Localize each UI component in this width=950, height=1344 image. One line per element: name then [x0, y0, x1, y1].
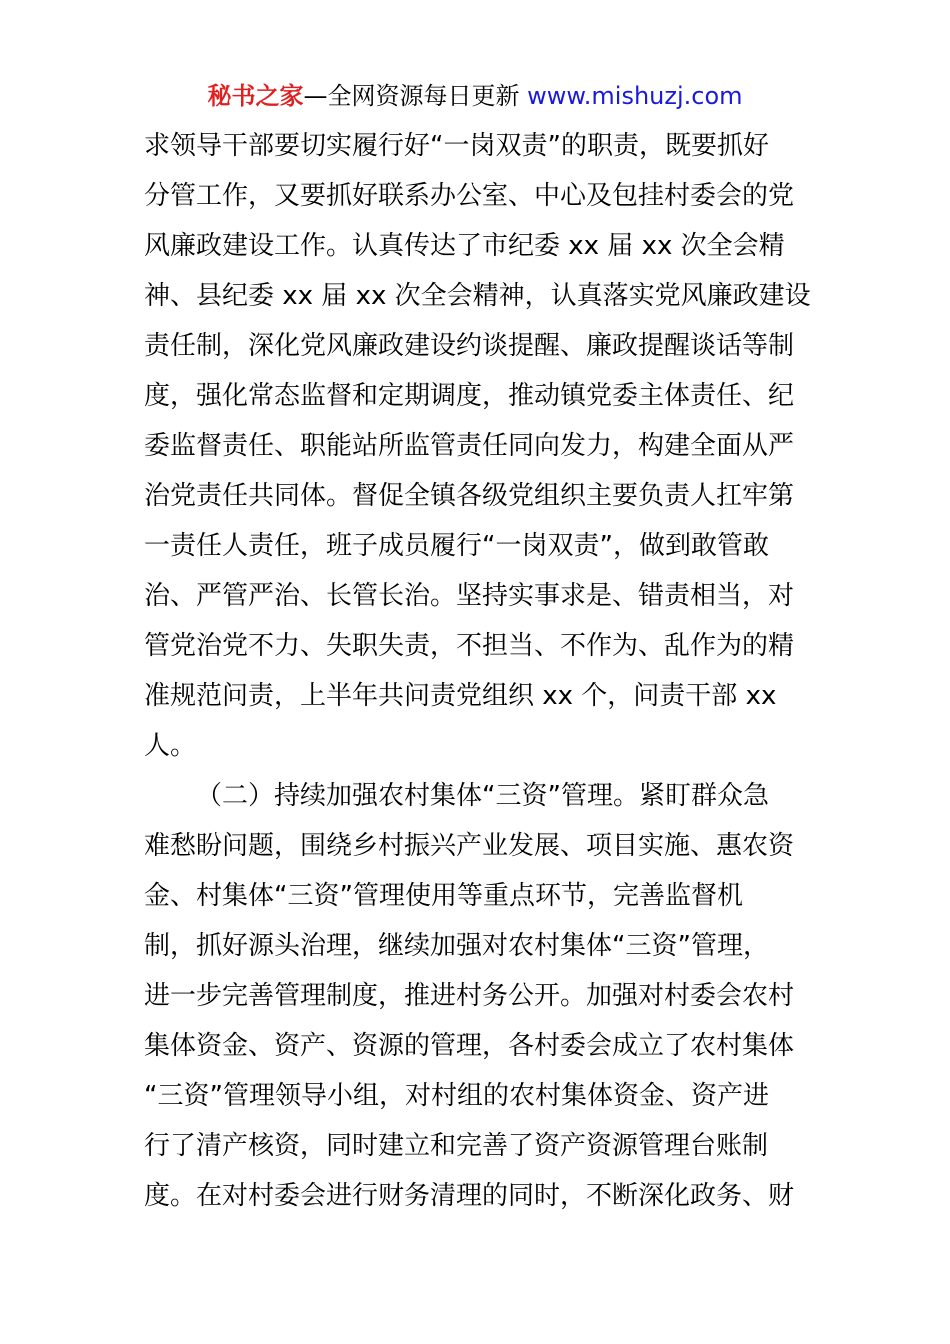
text-line: 行了清产核资，同时建立和完善了资产资源管理台账制 — [144, 1131, 769, 1161]
text-line: 度，强化常态监督和定期调度，推动镇党委主体责任、纪 — [144, 381, 795, 411]
text-line: 治党责任共同体。督促全镇各级党组织主要负责人扛牢第 — [144, 481, 795, 511]
text-line: 集体资金、资产、资源的管理，各村委会成立了农村集体 — [144, 1031, 795, 1061]
text-line: “三资”管理领导小组，对村组的农村集体资金、资产进 — [144, 1081, 769, 1111]
text-line: 金、村集体“三资”管理使用等重点环节，完善监督机 — [144, 881, 743, 911]
text-line: 人。 — [144, 731, 197, 761]
text-line: 难愁盼问题，围绕乡村振兴产业发展、项目实施、惠农资 — [144, 831, 795, 861]
text-line: 一责任人责任，班子成员履行“一岗双责”，做到敢管敢 — [144, 531, 769, 561]
text-line: 责任制，深化党风廉政建设约谈提醒、廉政提醒谈话等制 — [144, 331, 795, 361]
document-body — [144, 121, 812, 1221]
text-line: 求领导干部要切实履行好“一岗双责”的职责，既要抓好 — [144, 131, 769, 161]
text-line: 分管工作，又要抓好联系办公室、中心及包挂村委会的党 — [144, 181, 795, 211]
text-line: 准规范问责，上半年共问责党组织 xx 个，问责干部 xx — [144, 681, 777, 711]
text-line: 风廉政建设工作。认真传达了市纪委 xx 届 xx 次全会精 — [144, 231, 785, 261]
text-line: 神、县纪委 xx 届 xx 次全会精神，认真落实党风廉政建设 — [144, 281, 811, 311]
text-line: 进一步完善管理制度，推进村务公开。加强对村委会农村 — [144, 981, 795, 1011]
text-line: 度。在对村委会进行财务清理的同时，不断深化政务、财 — [144, 1181, 795, 1211]
site-url: www.mishuzj.com — [527, 82, 743, 110]
text-line: 制，抓好源头治理，继续加强对农村集体“三资”管理， — [144, 931, 769, 961]
section-heading-line: （二）持续加强农村集体“三资”管理。紧盯群众急 — [196, 781, 769, 811]
text-line: 治、严管严治、长管长治。坚持实事求是、错责相当，对 — [144, 581, 795, 611]
header-tagline: —全网资源每日更新 — [303, 82, 528, 110]
brand-name: 秘书之家 — [207, 82, 304, 110]
text-line: 委监督责任、职能站所监管责任同向发力，构建全面从严 — [144, 431, 795, 461]
page-header — [0, 80, 950, 112]
text-line: 管党治党不力、失职失责，不担当、不作为、乱作为的精 — [144, 631, 795, 661]
